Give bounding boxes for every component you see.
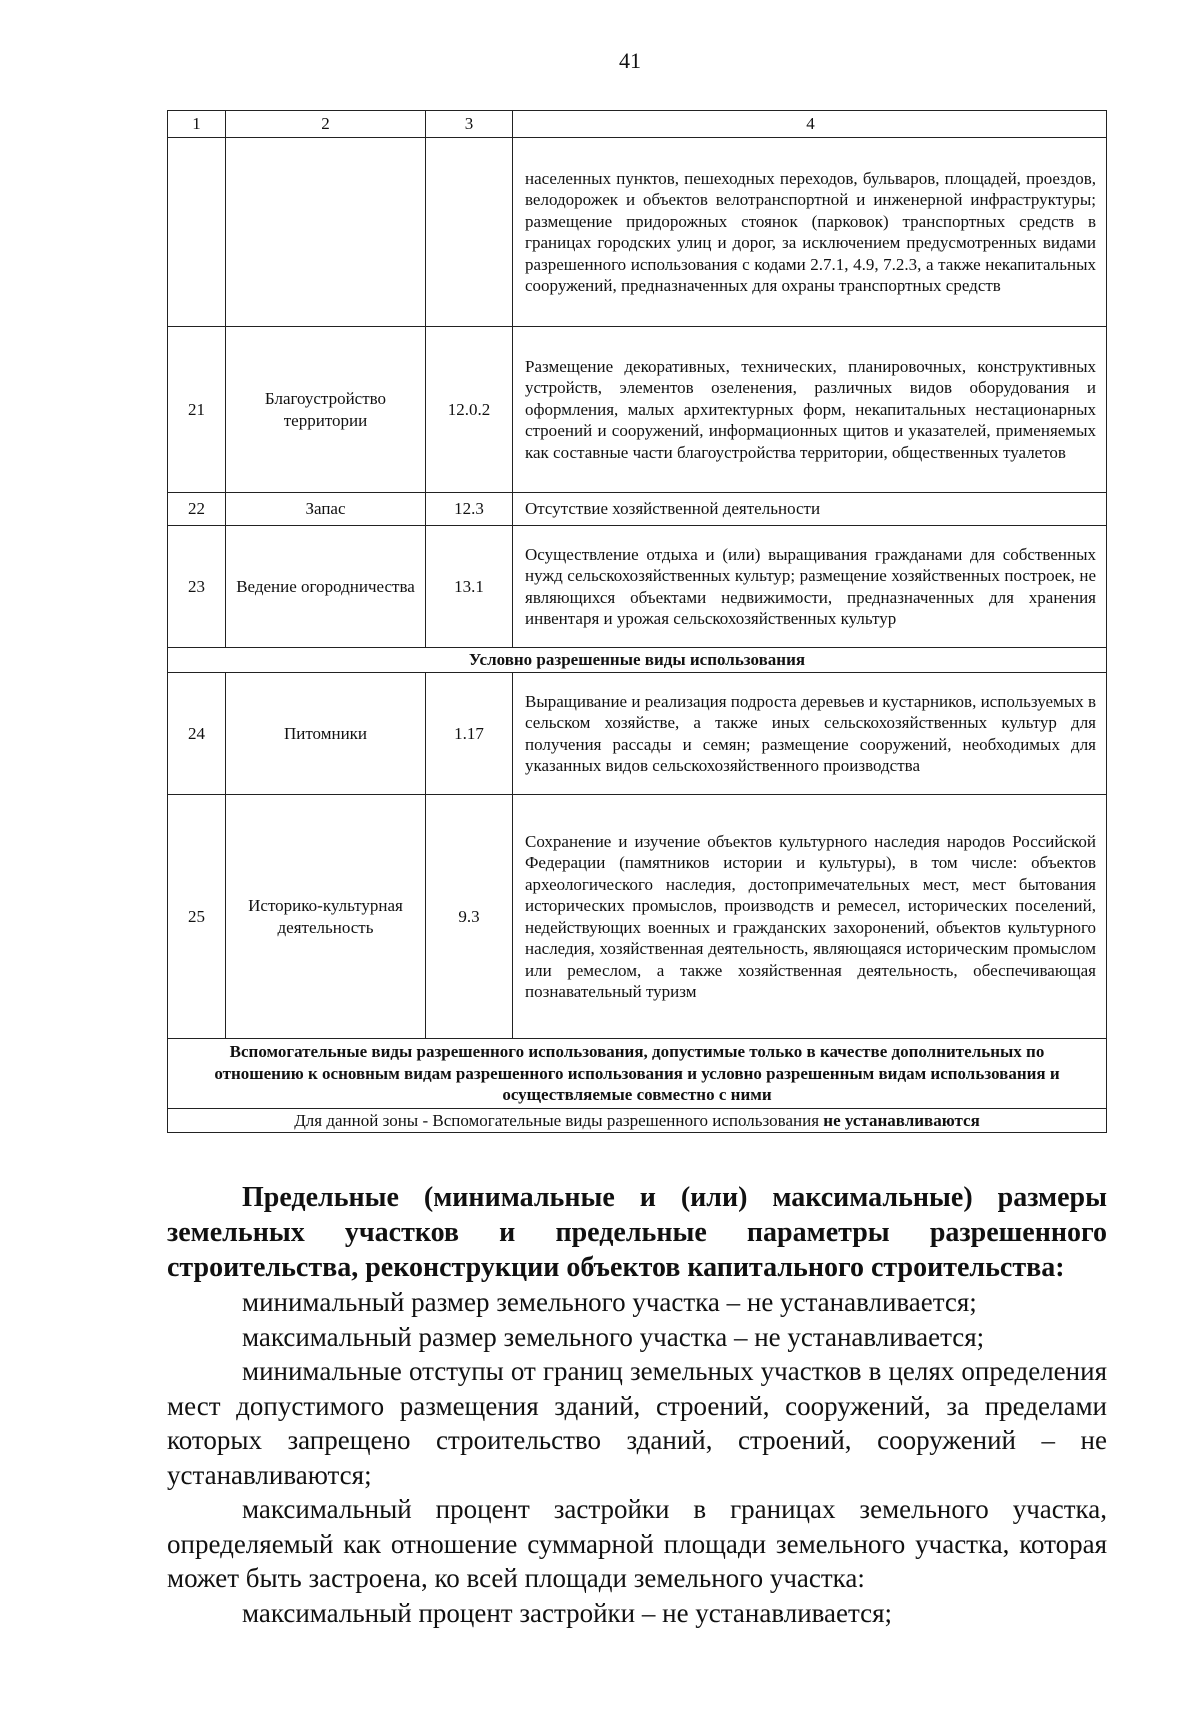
notice-row — [168, 1109, 1107, 1133]
use-description-cell: Выращивание и реализация подроста деревьев и кустарников, используемых в сельском хозяйстве, а также иных сельскохозяйственных культур для получения рассады и семян; размещение сооружений, необходимых для указанных видов сельскохозяйственного производства — [513, 673, 1107, 795]
use-code-cell: 13.1 — [426, 526, 513, 648]
table-header-row — [168, 111, 1107, 138]
paragraph: минимальные отступы от границ земельных участков в целях определения мест допустимого размещения зданий, строений, сооружений, за пределами которых запрещено строительство зданий, строений, сооружений – не устанавливаются; — [167, 1356, 1107, 1490]
use-description-cell: населенных пунктов, пешеходных переходов, бульваров, площадей, проездов, велодорожек и объектов велотранспортной и инженерной инфраструктуры; размещение придорожных стоянок (парковок) транспортных средств в границах городских улиц и дорог, за исключением предусмотренных видами разрешенного использования с кодами 2.7.1, 4.9, 7.2.3, а также некапитальных сооружений, предназначенных для охраны транспортных средств — [513, 138, 1107, 327]
table-row — [168, 493, 1107, 526]
section-heading-text: Предельные (минимальные и (или) максимальные) размеры земельных участков и предельные параметры разрешенного строительства, реконструкции объектов капитального строительства: — [167, 1182, 1107, 1283]
zone-notice-text: Для данной зоны - Вспомогательные виды разрешенного использования — [294, 1110, 824, 1130]
use-code-cell: 1.17 — [426, 673, 513, 795]
table-row — [168, 138, 1107, 327]
use-description-cell: Сохранение и изучение объектов культурного наследия народов Российской Федерации (памятников истории и культуры), в том числе: объектов археологического наследия, достопримечательных мест, мест бытования исторических промыслов, производств и ремесел, исторических поселений, недействующих военных и гражданских захоронений, объектов культурного наследия, хозяйственная деятельность, являющаяся историческим промыслом или ремеслом, а также хозяйственная деятельность, обеспечивающая познавательный туризм — [513, 795, 1107, 1039]
zone-notice-emphasis: не устанавливаются — [823, 1110, 980, 1130]
paragraph: максимальный процент застройки – не устанавливается; — [242, 1597, 893, 1628]
row-number-cell: 25 — [168, 795, 226, 1039]
table-row — [168, 795, 1107, 1039]
row-number-cell: 23 — [168, 526, 226, 648]
use-name-cell: Благоустройство территории — [226, 327, 426, 493]
paragraph: минимальный размер земельного участка – не устанавливается; — [242, 1287, 977, 1317]
use-code-cell — [426, 138, 513, 327]
zone-notice — [168, 1109, 1107, 1133]
row-number-cell: 24 — [168, 673, 226, 795]
section-heading — [167, 1180, 1107, 1285]
paragraph: максимальный процент застройки в границах земельного участка, определяемый как отношение суммарной площади земельного участка, которая может быть застроена, ко всей площади земельного участка: — [167, 1494, 1107, 1593]
use-name-cell — [226, 138, 426, 327]
use-description-cell: Отсутствие хозяйственной деятельности — [513, 493, 1107, 526]
table-row — [168, 327, 1107, 493]
use-code-cell: 12.0.2 — [426, 327, 513, 493]
use-name-cell: Историко-культурная деятельность — [226, 795, 426, 1039]
section-conditional-heading: Условно разрешенные виды использования — [168, 648, 1107, 673]
row-number-cell: 21 — [168, 327, 226, 493]
use-code-cell: 9.3 — [426, 795, 513, 1039]
land-use-table — [167, 110, 1107, 1133]
use-code-cell: 12.3 — [426, 493, 513, 526]
use-name-cell: Питомники — [226, 673, 426, 795]
section-row — [168, 1039, 1107, 1109]
column-header: 2 — [226, 111, 426, 138]
body-text — [167, 1285, 1107, 1630]
table-row — [168, 526, 1107, 648]
table-row — [168, 673, 1107, 795]
use-description-cell: Размещение декоративных, технических, планировочных, конструктивных устройств, элементов озеленения, различных видов оборудования и оформления, малых архитектурных форм, некапитальных нестационарных строений и сооружений, информационных щитов и указателей, применяемых как составные части благоустройства территории, общественных туалетов — [513, 327, 1107, 493]
use-description-cell: Осуществление отдыха и (или) выращивания гражданами для собственных нужд сельскохозяйственных культур; размещение хозяйственных построек, не являющихся объектами недвижимости, предназначенных для хранения инвентаря и урожая сельскохозяйственных культур — [513, 526, 1107, 648]
column-header: 4 — [513, 111, 1107, 138]
paragraph: максимальный размер земельного участка – не устанавливается; — [242, 1321, 985, 1352]
page-number: 41 — [619, 48, 641, 73]
use-name-cell: Ведение огородничества — [226, 526, 426, 648]
section-auxiliary-heading: Вспомогательные виды разрешенного использования, допустимые только в качестве дополнительных по отношению к основным видам разрешенного использования и условно разрешенным видам использования и осуществляемые совместно с ними — [168, 1039, 1107, 1109]
section-row — [168, 648, 1107, 673]
column-header: 1 — [168, 111, 226, 138]
row-number-cell — [168, 138, 226, 327]
row-number-cell: 22 — [168, 493, 226, 526]
use-name-cell: Запас — [226, 493, 426, 526]
column-header: 3 — [426, 111, 513, 138]
